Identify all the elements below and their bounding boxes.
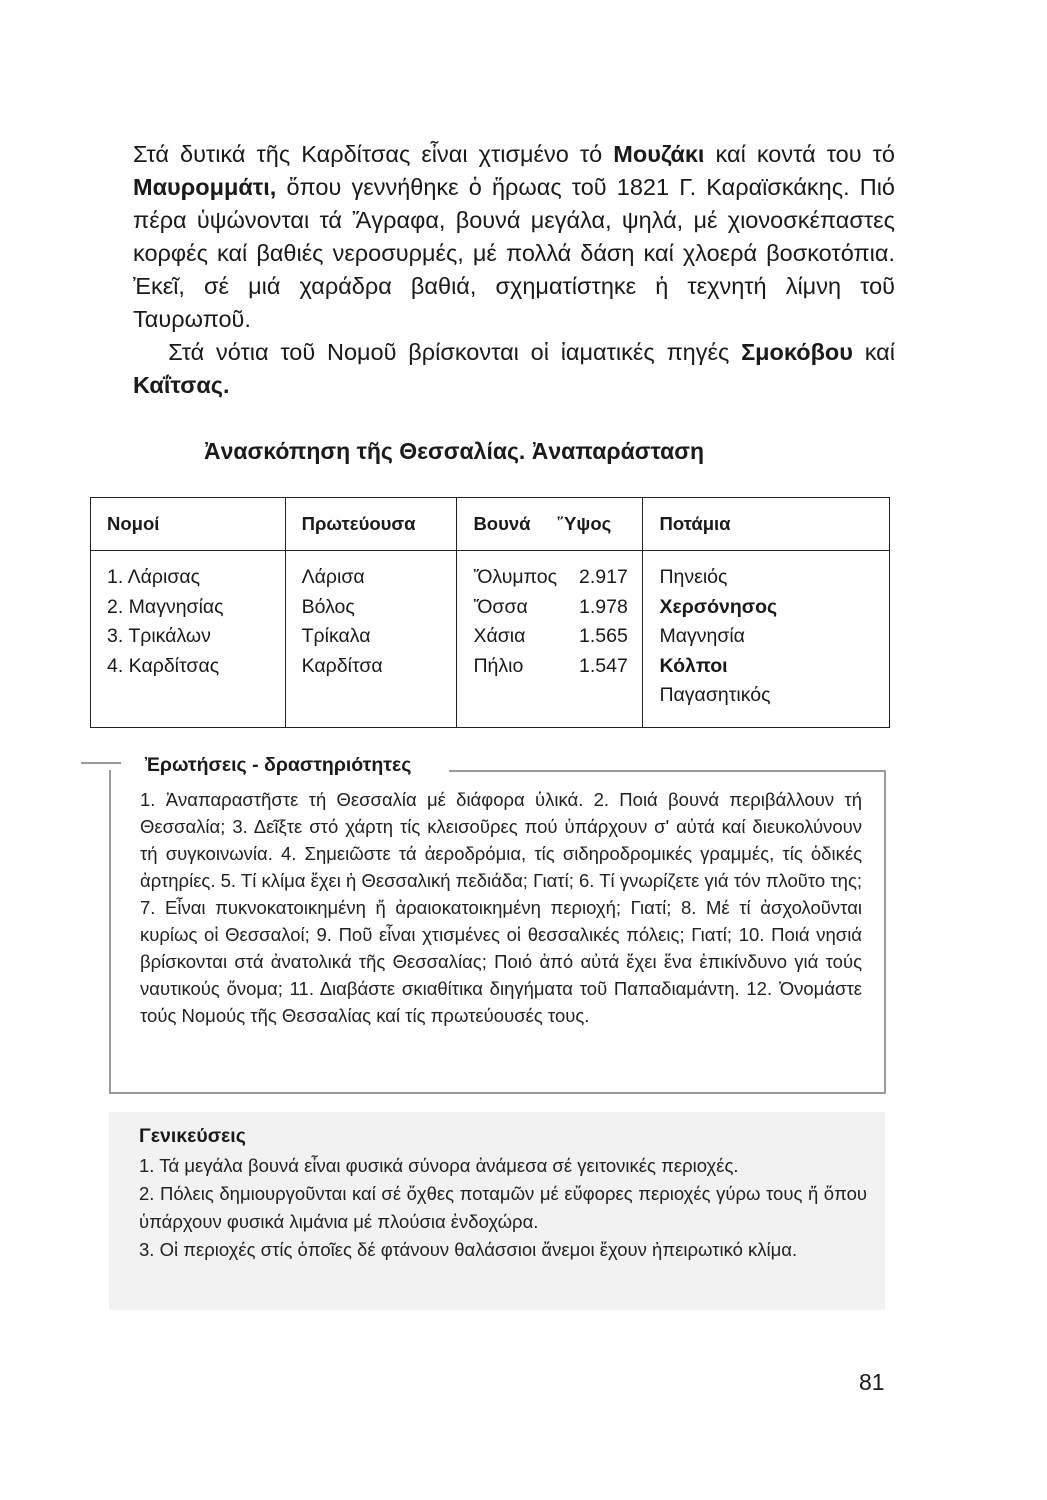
table-header-row (91, 498, 890, 551)
place-kaitsa: Καΐτσας. (133, 372, 230, 398)
place-mavrommati: Μαυρομμάτι, (133, 174, 277, 200)
place-smokovo: Σμοκόβου (741, 339, 853, 365)
page-number: 81 (859, 1369, 885, 1395)
header-rivers: Ποτάμια (643, 498, 890, 551)
table-row: 1. Λάρισας Λάρισα Ὄλυμπος 2.917 Πηνειός (91, 551, 890, 593)
table-row: Παγασητικός (91, 681, 890, 727)
table-row: 4. Καρδίτσας Καρδίτσα Πήλιο 1.547 Κόλποι (91, 652, 890, 682)
table-title: Ἀνασκόπηση τῆς Θεσσαλίας. Ἀναπαράσταση (204, 438, 705, 464)
header-capital: Πρωτεύουσα (285, 498, 457, 551)
questions-title: Ἐρωτήσεις - δραστηριότητες (145, 754, 412, 776)
header-nomoi: Νομοί (91, 498, 286, 551)
table-row: 3. Τρικάλων Τρίκαλα Χάσια 1.565 Μαγνησία (91, 622, 890, 652)
box-rule (449, 770, 886, 772)
generalizations-text (139, 1152, 867, 1264)
intro-text (133, 138, 895, 402)
box-rule (81, 762, 121, 764)
table-row: 2. Μαγνησίας Βόλος Ὄσσα 1.978 Χερσόνησος (91, 593, 890, 623)
header-height: Ὕψος (557, 498, 643, 551)
thessaly-summary-table (90, 497, 890, 728)
generalization-item: 2. Πόλεις δημιουργοῦνται καί σέ ὄχθες ποταμῶν μέ εὔφορες περιοχές γύρω τους ἤ ὅπου ὑπάρχουν φυσικά λιμάνια μέ πλούσια ἐνδοχώρα. (139, 1183, 867, 1232)
header-mountains: Βουνά (457, 498, 557, 551)
generalizations-title: Γενικεύσεις (139, 1125, 246, 1147)
intro-paragraph-1: Στά δυτικά τῆς Καρδίτσας εἶναι χτισμένο τό Μουζάκι καί κοντά του τό Μαυρομμάτι, ὅπου γεννήθηκε ὁ ἥρωας τοῦ 1821 Γ. Καραϊσκάκης. Πιό πέρα ὑψώνονται τά Ἄγραφα, βουνά μεγάλα, ψηλά, μέ χιονοσκέπαστες κορφές καί βαθιές νεροσυρμές, μέ πολλά δάση καί χλοερά βοσκοτόπια. Ἐκεῖ, σέ μιά χαράδρα βαθιά, σχηματίστηκε ἡ τεχνητή λίμνη τοῦ Ταυρωποῦ. (133, 141, 895, 332)
generalization-item: 3. Οἱ περιοχές στίς ὁποῖες δέ φτάνουν θαλάσσιοι ἄνεμοι ἔχουν ἠπειρωτικό κλίμα. (139, 1239, 798, 1260)
questions-text: 1. Ἀναπαραστῆστε τή Θεσσαλία μέ διάφορα ὑλικά. 2. Ποιά βουνά περιβάλλουν τή Θεσσαλία; 3. Δεῖξτε στό χάρτη τίς κλεισοῦρες πού ὑπάρχουν σ' αὐτά καί διευκολύνουν τή συγκοινωνία. 4. Σημειῶστε τά ἀεροδρόμια, τίς σιδηροδρομικές γραμμές, τίς ὁδικές ἀρτηρίες. 5. Τί κλίμα ἔχει ἡ Θεσσαλική πεδιάδα; Γιατί; 6. Τί γνωρίζετε γιά τόν πλοῦτο της; 7. Εἶναι πυκνοκατοικημένη ἤ ἀραιοκατοικημένη περιοχή; Γιατί; 8. Μέ τί ἀσχολοῦνται κυρίως οἱ Θεσσαλοί; 9. Ποῦ εἶναι χτισμένες οἱ θεσσαλικές πόλεις; Γιατί; 10. Ποιά νησιά βρίσκονται στά ἀνατολικά τῆς Θεσσαλίας; Ποιό ἀπό αὐτά ἔχει ἕνα ἐπικίνδυνο γιά τούς ναυτικούς ὄνομα; 11. Διαβάστε σκιαθίτικα διηγήματα τοῦ Παπαδιαμάντη. 12. Ὀνομάστε τούς Νομούς τῆς Θεσσαλίας καί τίς πρωτεύουσές τους. (140, 789, 862, 1026)
place-mouzaki: Μουζάκι (613, 141, 705, 167)
generalization-item: 1. Τά μεγάλα βουνά εἶναι φυσικά σύνορα ἀνάμεσα σέ γειτονικές περιοχές. (139, 1155, 739, 1176)
intro-paragraph-2: Στά νότια τοῦ Νομοῦ βρίσκονται οἱ ἰαματικές πηγές Σμοκόβου καί Καΐτσας. (133, 339, 895, 398)
